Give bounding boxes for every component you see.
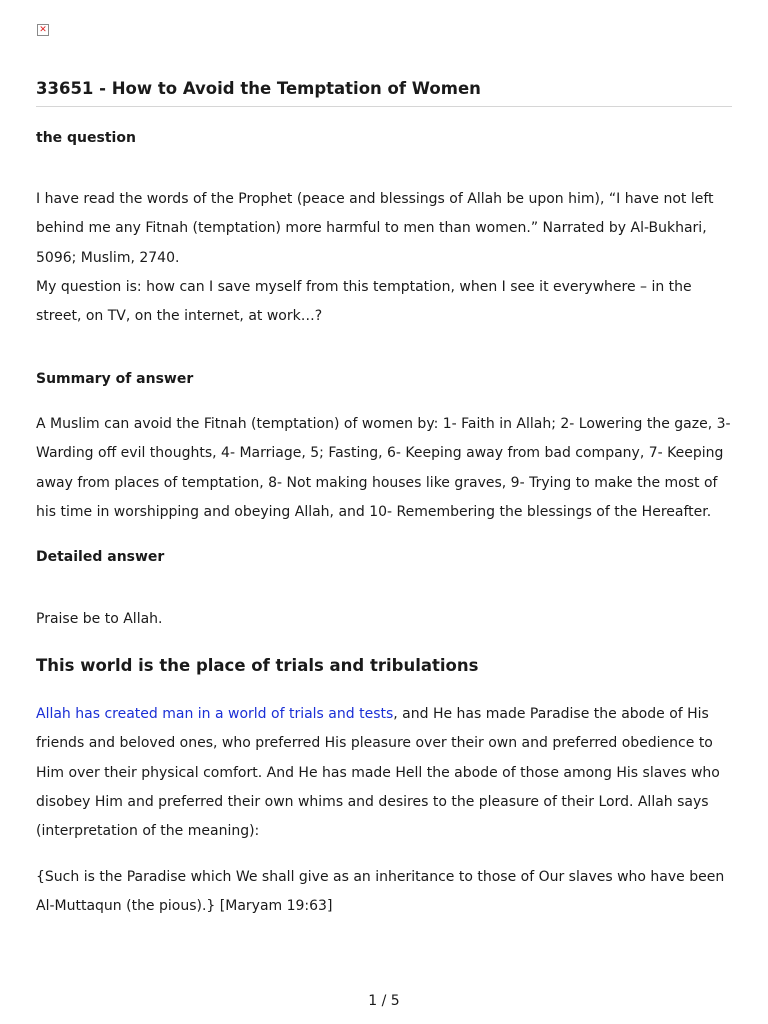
- page-title: 33651 - How to Avoid the Temptation of Women: [36, 79, 732, 107]
- summary-paragraph: A Muslim can avoid the Fitnah (temptation) of women by: 1- Faith in Allah; 2- Lowering the gaze, 3- Warding off evil thoughts, 4- Marriage, 5; Fasting, 6- Keeping away from bad company, 7- Keeping away from places of temptation, 8- Not making houses like graves, 9- Trying to make the most of his time in worshipping and obeying Allah, and 10- Remembering the blessings of the Hereafter.: [36, 416, 731, 520]
- summary-label: Summary of answer: [36, 371, 194, 387]
- question-label: the question: [36, 130, 136, 146]
- detailed-answer-label: Detailed answer: [36, 549, 165, 565]
- question-paragraph-2: My question is: how can I save myself from this temptation, when I see it everywhere – in the street, on TV, on the internet, at work…?: [36, 279, 692, 325]
- body-paragraph-text: , and He has made Paradise the abode of His friends and beloved ones, who preferred His pleasure over their own and preferred obedience to Him over their physical comfort. And He has made Hell the abode of those among His slaves who disobey Him and preferred their own whims and desires to the pleasure of their Lord. Allah says (interpretation of the meaning):: [36, 706, 720, 840]
- body-paragraph: [36, 700, 736, 846]
- quote-paragraph: {Such is the Paradise which We shall give as an inheritance to those of Our slaves who have been Al-Muttaqun (the pious).} [Maryam 19:63]: [36, 869, 725, 915]
- trials-and-tests-link[interactable]: Allah has created man in a world of trials and tests: [36, 706, 394, 722]
- section-heading: This world is the place of trials and tribulations: [36, 656, 479, 675]
- broken-image-icon: ✕: [37, 24, 49, 36]
- question-paragraph-1: I have read the words of the Prophet (peace and blessings of Allah be upon him), “I have not left behind me any Fitnah (temptation) more harmful to men than women.” Narrated by Al-Bukhari, 5096; Muslim, 2740.: [36, 191, 714, 266]
- page-indicator: 1 / 5: [368, 993, 400, 1009]
- praise-paragraph: Praise be to Allah.: [36, 611, 163, 627]
